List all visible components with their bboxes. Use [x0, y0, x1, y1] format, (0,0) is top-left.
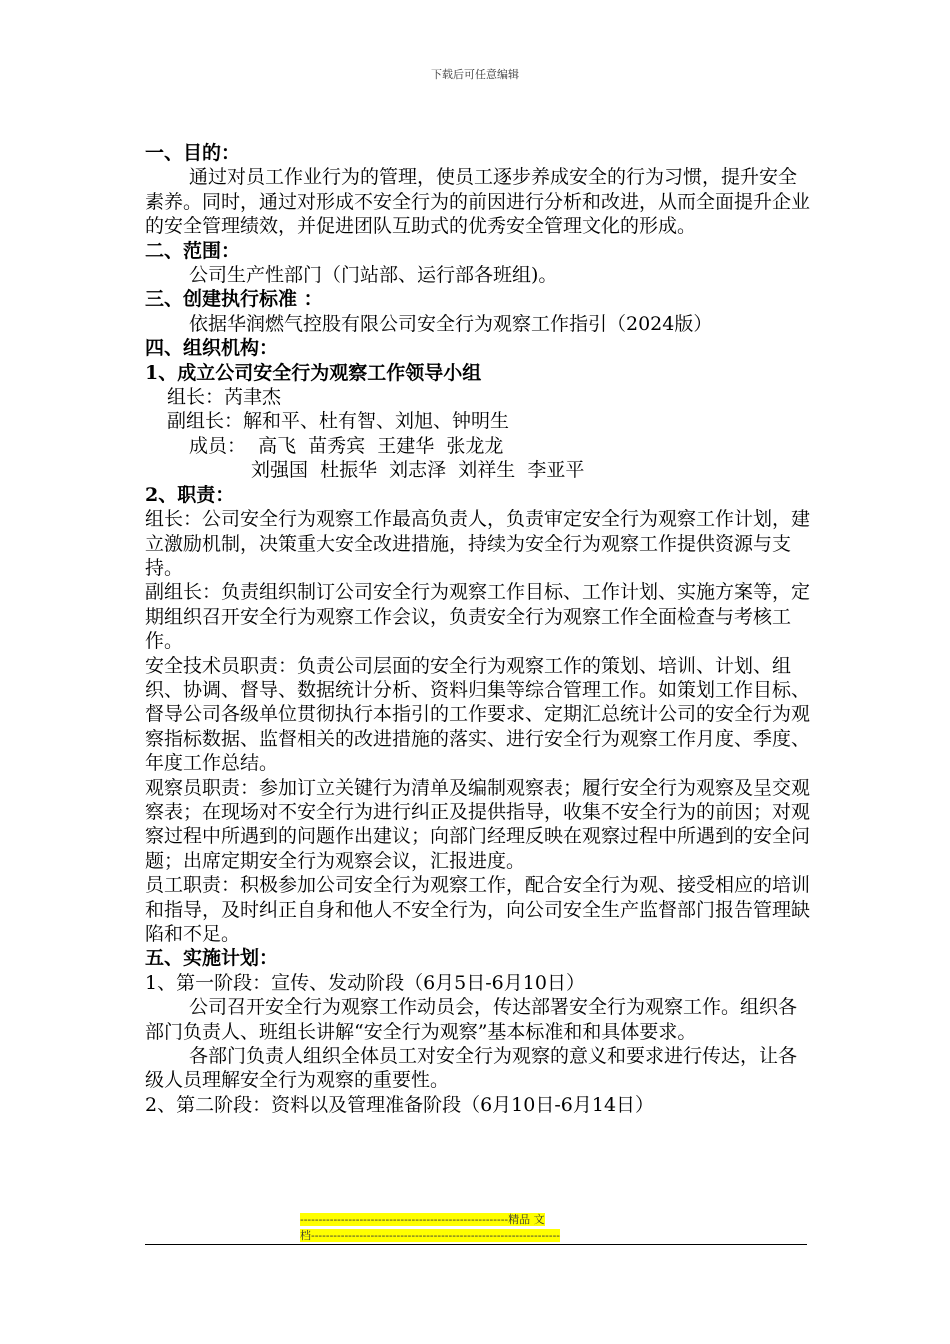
deputy-leader-line: 副组长：解和平、杜有智、刘旭、钟明生	[167, 410, 510, 433]
members-line-2: 刘强国 杜振华 刘志泽 刘祥生 李亚平	[251, 459, 585, 482]
paragraph-duty-leader: 组长：公司安全行为观察工作最高负责人，负责审定安全行为观察工作计划，建立激励机制，决策重大安全改进措施，持续为安全行为观察工作提供资源与支持。	[145, 508, 811, 579]
stage-1-heading: 1、第一阶段：宣传、发动阶段（6月5日-6月10日）	[145, 971, 585, 994]
stage-2-heading: 2、第二阶段：资料以及管理准备阶段（6月10日-6月14日）	[145, 1093, 655, 1116]
paragraph-duty-employee: 员工职责：积极参加公司安全行为观察工作，配合安全行为观、接受相应的培训和指导，及时纠正自身和他人不安全行为，向公司安全生产监督部门报告管理缺陷和不足。	[145, 874, 811, 945]
paragraph-duty-safety-tech: 安全技术员职责：负责公司层面的安全行为观察工作的策划、培训、计划、组织、协调、督导、数据统计分析、资料归集等综合管理工作。如策划工作目标、督导公司各级单位贯彻执行本指引的工作要求、定期汇总统计公司的安全行为观察指标数据、监督相关的改进措施的落实、进行安全行为观察工作月度、季度、年度工作总结。	[145, 654, 811, 775]
section-heading-scope: 二、范围：	[145, 239, 241, 262]
members-line-1: 成员： 高飞 苗秀宾 王建华 张龙龙	[189, 434, 504, 457]
footer-banner	[300, 1212, 650, 1244]
paragraph-stage-1-b: 各部门负责人组织全体员工对安全行为观察的意义和要求进行传达，让各级人员理解安全行为观察的重要性。	[145, 1045, 798, 1092]
footer-banner-line-1: --------------------------------------------------------精品 文	[300, 1213, 545, 1226]
paragraph-duty-observer: 观察员职责：参加订立关键行为清单及编制观察表；履行安全行为观察及呈交观察表；在现场对不安全行为进行纠正及提供指导，收集不安全行为的前因；对观察过程中所遇到的问题作出建议；向部门经理反映在观察过程中所遇到的安全问题；出席定期安全行为观察会议，汇报进度。	[145, 776, 811, 872]
paragraph-stage-1-a: 公司召开安全行为观察工作动员会，传达部署安全行为观察工作。组织各部门负责人、班组长讲解“安全行为观察”基本标准和和具体要求。	[145, 996, 798, 1043]
group-leader-line: 组长：芮聿杰	[167, 386, 282, 409]
paragraph-standard: 依据华润燃气控股有限公司安全行为观察工作指引（2024版）	[189, 312, 713, 335]
header-note: 下载后可任意编辑	[431, 68, 519, 81]
section-heading-organization: 四、组织机构：	[145, 337, 279, 360]
paragraph-purpose: 通过对员工作业行为的管理，使员工逐步养成安全的行为习惯，提升安全素养。同时，通过对形成不安全行为的前因进行分析和改进，从而全面提升企业的安全管理绩效，并促进团队互助式的优秀安全管理文化的形成。	[145, 166, 811, 238]
footer-banner-line-2: 档-------------------------------------------------------------------	[300, 1229, 561, 1242]
paragraph-scope: 公司生产性部门（门站部、运行部各班组)。	[189, 264, 558, 287]
section-heading-plan: 五、实施计划：	[145, 947, 279, 970]
document-body	[145, 141, 810, 1117]
section-heading-purpose: 一、目的：	[145, 142, 241, 164]
paragraph-duty-deputy: 副组长：负责组织制订公司安全行为观察工作目标、工作计划、实施方案等，定期组织召开安全行为观察工作会议，负责安全行为观察工作全面检查与考核工作。	[145, 581, 811, 653]
subheading-leadership-group: 1、成立公司安全行为观察工作领导小组	[145, 361, 482, 384]
section-heading-standard: 三、创建执行标准 ：	[145, 288, 323, 311]
subheading-duties: 2、职责：	[145, 483, 235, 506]
footer-divider	[145, 1244, 807, 1245]
